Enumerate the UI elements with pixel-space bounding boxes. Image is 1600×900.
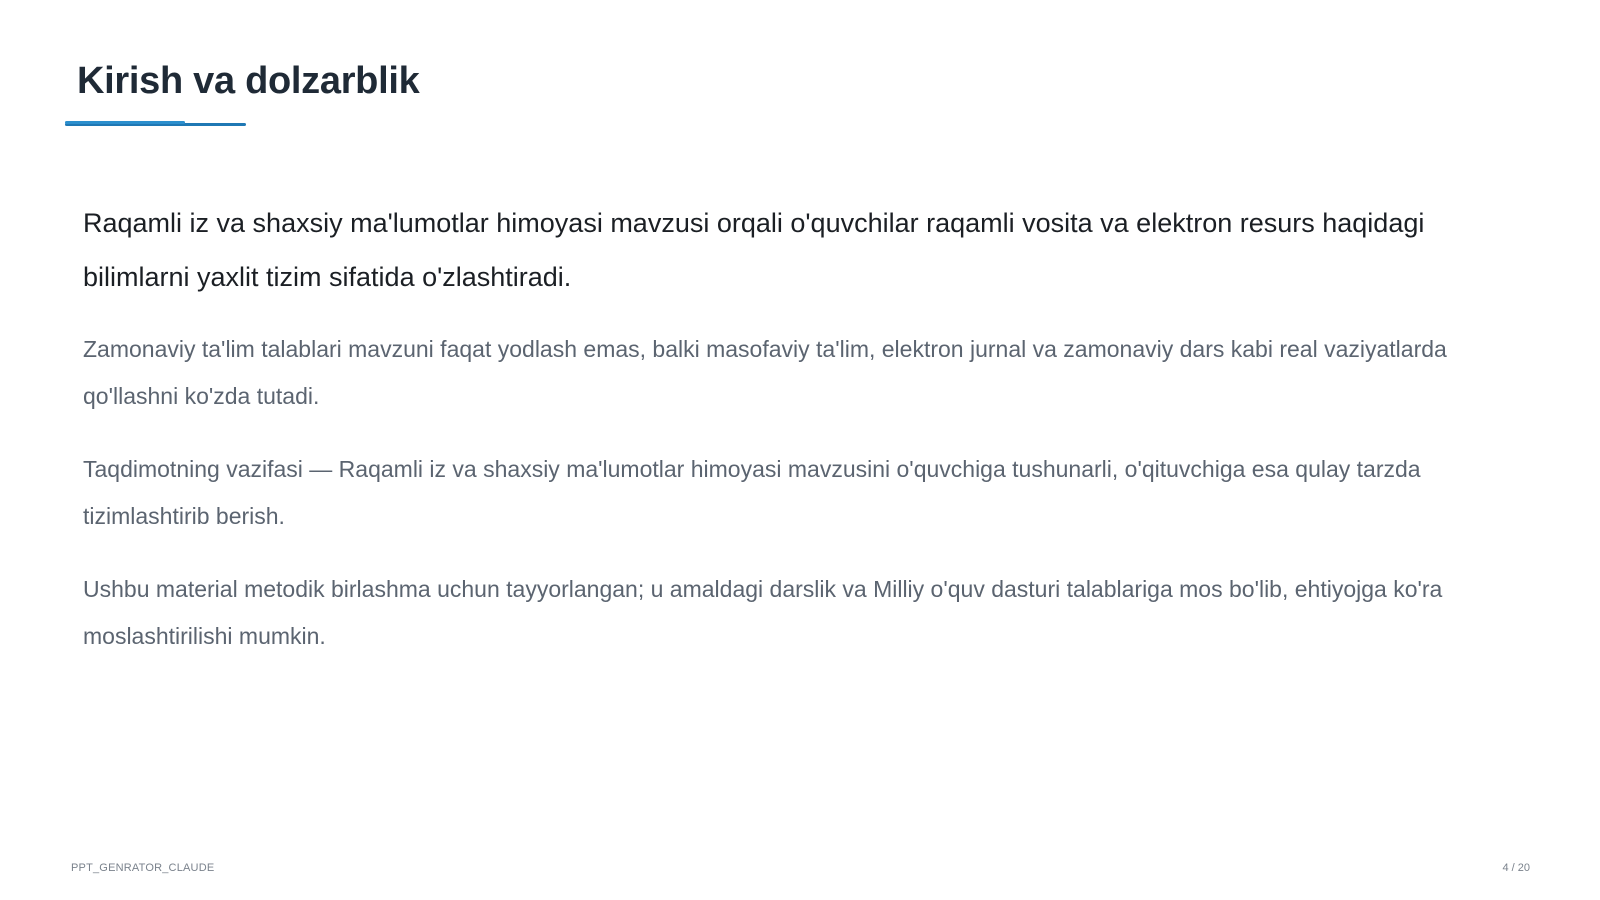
slide-content <box>83 196 1523 686</box>
page-number: 4 / 20 <box>1502 862 1530 874</box>
title-underline <box>65 121 246 127</box>
footer-source: PPT_GENRATOR_CLAUDE <box>71 862 215 874</box>
lead-paragraph: Raqamli iz va shaxsiy ma'lumotlar himoyasi mavzusi orqali o'quvchilar raqamli vosita va elektron resurs haqidagi bilimlarni yaxlit tizim sifatida o'zlashtiradi. <box>83 208 1425 292</box>
body-paragraph-1: Zamonaviy ta'lim talablari mavzuni faqat yodlash emas, balki masofaviy ta'lim, elektron jurnal va zamonaviy dars kabi real vaziyatlarda qo'llashni ko'zda tutadi. <box>83 336 1447 409</box>
slide-title: Kirish va dolzarblik <box>77 60 420 102</box>
title-underline-short <box>65 121 185 124</box>
body-paragraph-2: Taqdimotning vazifasi — Raqamli iz va shaxsiy ma'lumotlar himoyasi mavzusini o'quvchiga tushunarli, o'qituvchiga esa qulay tarzda tizimlashtirib berish. <box>83 456 1421 529</box>
body-paragraph-3: Ushbu material metodik birlashma uchun tayyorlangan; u amaldagi darslik va Milliy o'quv dasturi talablariga mos bo'lib, ehtiyojga ko'ra moslashtirilishi mumkin. <box>83 576 1443 649</box>
